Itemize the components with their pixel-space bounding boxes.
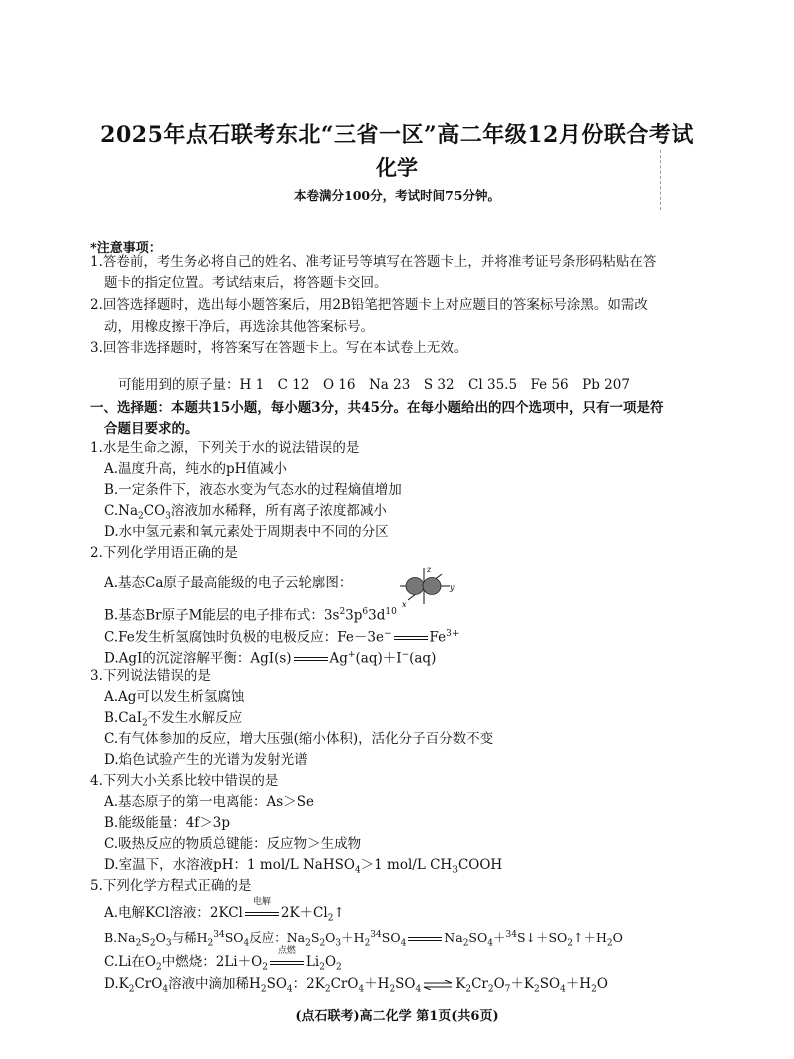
q1-option-d: D.水中氢元素和氧元素处于周期表中不同的分区 [104,524,389,540]
q2-option-c: C.Fe发生析氢腐蚀时负极的电极反应：Fe－3e− $Fe^{3+}$ [104,629,460,646]
q3-option-b: B.CaI$_2$不发生水解反应 [104,710,243,729]
score-time-note: 本卷满分100分，考试时间75分钟。 [294,188,500,203]
notice-item-3: 3.回答非选择题时，将答案写在答题卡上。写在本试卷上无效。 [90,340,468,356]
q4-option-a: A.基态原子的第一电离能：As＞Se [104,794,314,810]
q3-option-c: C.有气体参加的反应，增大压强(缩小体积)，活化分子百分数不变 [104,731,494,747]
q5-option-c: C.Li在$O_2$中燃烧：$2Li+O_2$ 点燃 $Li_2O_2$ [104,946,342,973]
atomic-masses: 可能用到的原子量：H 1 C 12 O 16 Na 23 S 32 Cl 35.5 Fe 56 Pb 207 [118,377,630,393]
notice-item-1: 1.答卷前，考生务必将自己的姓名、准考证号等填写在答题卡上，并将准考证号条形码粘贴在答 [90,254,657,270]
binding-line [660,150,661,210]
q4-option-c: C.吸热反应的物质总键能：反应物＞生成物 [104,836,362,852]
q5-option-b: $B.Na_2S_2O_3$与稀$H_2^{34}SO_4$反应：$Na_2S_2O_3+H_2^{34}SO_4$ $Na_2SO_4+^{34}S↓+SO_2↑+H_2O$ [104,930,623,949]
exam-title: 2025年点石联考东北“三省一区”高二年级12月份联合考试 [100,122,694,148]
q2-option-b: B.基态Br原子M能层的电子排布式：$3s^23p^63d^{10}$ [104,607,397,624]
q4-stem: 4.下列大小关系比较中错误的是 [90,773,279,789]
equilibrium-sign [294,657,328,661]
page-footer: (点石联考)高二化学 第1页(共6页) [295,1009,499,1024]
notice-heading: *注意事项： [90,241,162,256]
section-heading-cont: 合题目要求的。 [104,421,199,437]
notice-item-2: 2.回答选择题时，选出每小题答案后，用2B铅笔把答题卡上对应题目的答案标号涂黑。如需改 [90,297,648,313]
equals-sign [394,636,428,640]
q1-option-a: A.温度升高，纯水的pH值减小 [104,461,287,477]
q2-stem: 2.下列化学用语正确的是 [90,545,238,561]
q5-stem: 5.下列化学方程式正确的是 [90,878,252,894]
q1-option-b: B.一定条件下，液态水变为气态水的过程熵值增加 [104,482,402,498]
subject-title: 化学 [376,155,418,180]
notice-item-2-cont: 动，用橡皮擦干净后，再选涂其他答案标号。 [104,319,374,335]
equilibrium-arrow-icon [423,980,453,990]
q1-stem: 1.水是生命之源，下列关于水的说法错误的是 [90,440,360,456]
notice-item-1-cont: 题卡的指定位置。考试结束后，将答题卡交回。 [104,275,388,291]
axis-label-y: y [450,583,455,592]
q2-option-a: A.基态Ca原子最高能级的电子云轮廓图： [104,575,353,591]
axis-label-x: x [402,600,407,608]
axis-label-z: z [427,565,432,574]
q1-option-c: $C.Na_2CO_3$溶液加水稀释，所有离子浓度都减小 [104,503,387,522]
q3-option-d: D.焰色试验产生的光谱为发射光谱 [104,752,308,768]
q5-option-d: $D.K_2CrO_4$溶液中滴加稀$H_2SO_4$：$2K_2CrO_4+H_2SO_4$ $K_2Cr_2O_7+K_2SO_4+H_2O$ [104,976,608,995]
q4-option-b: B.能级能量：4f＞3p [104,815,231,831]
p-orbital-diagram [398,564,456,612]
section-heading: 一、选择题：本题共15小题，每小题3分，共45分。在每小题给出的四个选项中，只有一项是符 [90,400,664,416]
q4-option-d: D.室温下，水溶液pH：1 mol/L NaHSO$_4$＞1 mol/L $CH_3COOH$ [104,857,503,876]
q5-option-a: A.电解KCl溶液：2KCl 电解 $2K+Cl_2↑$ [104,897,345,924]
q2-option-d: D.AgI的沉淀溶解平衡：AgI(s) Ag+(aq)＋I−(aq) [104,650,437,667]
q3-option-a: A.Ag可以发生析氢腐蚀 [104,689,245,705]
q3-stem: 3.下列说法错误的是 [90,668,211,684]
